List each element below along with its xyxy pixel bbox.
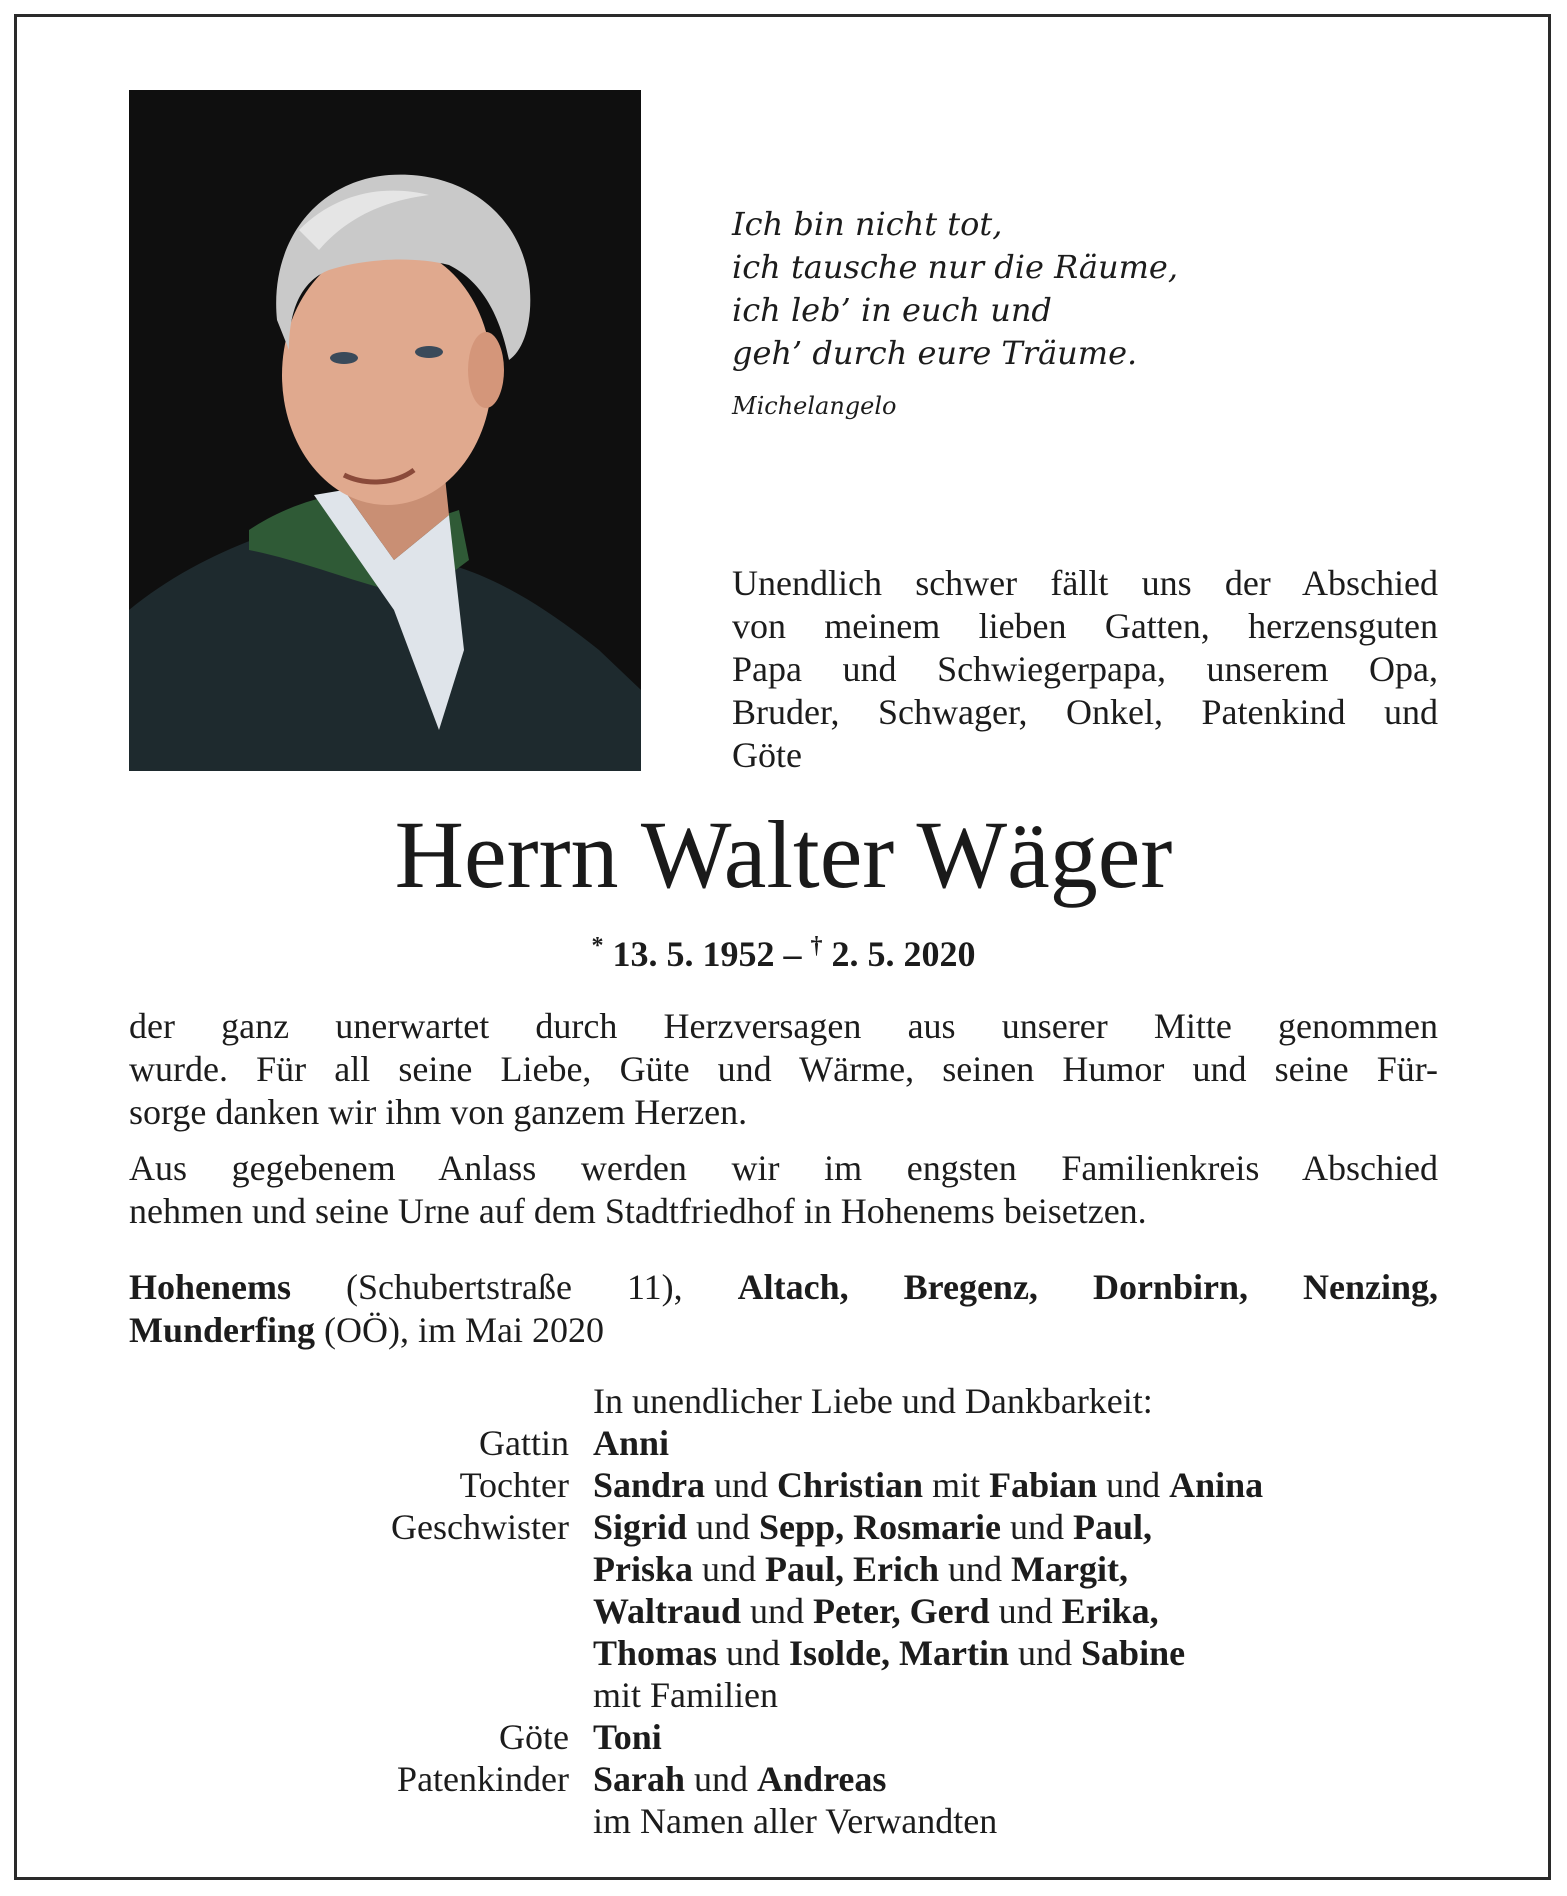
mourners-heading: In unendlicher Liebe und Dankbarkeit:: [593, 1381, 1153, 1421]
death-mark: †: [810, 933, 823, 959]
connector: und: [989, 1591, 1062, 1631]
mourner-name: Fabian: [989, 1465, 1098, 1505]
mourner-name: Andreas: [757, 1759, 887, 1799]
mourner-name: Erika,: [1061, 1591, 1159, 1631]
role-label: Gattin: [479, 1423, 569, 1463]
intro-line: von meinem lieben Gatten, herzensguten: [732, 606, 1438, 646]
connector: und: [693, 1549, 766, 1589]
paragraph-line: wurde. Für all seine Liebe, Güte und Wärme, seinen Humor und seine Für-: [129, 1049, 1438, 1089]
memorial-quote: [732, 203, 1292, 375]
quote-line: geh’ durch eure Träume.: [732, 334, 1138, 372]
mourner-names: [593, 1548, 1438, 1590]
place-date-text: (OÖ), im Mai 2020: [315, 1310, 604, 1350]
portrait-photo: [129, 90, 641, 771]
paragraph-line: sorge danken wir ihm von ganzem Herzen.: [129, 1092, 748, 1132]
mourners-list: [129, 1380, 1438, 1842]
deceased-name: Herrn Walter Wäger: [394, 801, 1173, 908]
mourner-name: Isolde, Martin: [789, 1633, 1010, 1673]
mourner-name: Priska: [593, 1549, 694, 1589]
intro-text: [732, 562, 1438, 777]
connector: mit: [923, 1465, 990, 1505]
birth-mark: *: [591, 933, 604, 959]
mourner-name: Thomas: [593, 1633, 718, 1673]
mourner-names: [593, 1758, 1438, 1800]
birth-date: 13. 5. 1952: [612, 934, 775, 974]
paragraph-line: der ganz unerwartet durch Herzversagen aus unserer Mitte genommen: [129, 1006, 1438, 1046]
mourner-suffix: mit Familien: [593, 1675, 778, 1715]
connector: und: [1009, 1633, 1082, 1673]
mourner-name: Waltraud: [593, 1591, 742, 1631]
tribute-paragraph: [129, 1005, 1438, 1134]
connector: und: [1001, 1507, 1074, 1547]
connector: und: [685, 1759, 758, 1799]
place-line: [129, 1309, 1438, 1352]
mourner-names: [593, 1464, 1438, 1506]
quote-author: Michelangelo: [732, 392, 897, 420]
connector: und: [1097, 1465, 1170, 1505]
connector: und: [705, 1465, 778, 1505]
mourner-names: [593, 1632, 1438, 1674]
mourner-name: Anina: [1169, 1465, 1264, 1505]
mourner-name: Sandra: [593, 1465, 706, 1505]
role-label: Patenkinder: [397, 1759, 569, 1799]
quote-line: Ich bin nicht tot,: [732, 205, 1003, 243]
intro-line: Bruder, Schwager, Onkel, Patenkind und: [732, 692, 1438, 732]
connector: und: [717, 1633, 790, 1673]
mourner-name: Paul,: [1073, 1507, 1153, 1547]
mourner-name: Christian: [777, 1465, 924, 1505]
life-dates: [0, 933, 1567, 975]
mourner-name: Paul, Erich: [765, 1549, 940, 1589]
quote-line: ich tausche nur die Räume,: [732, 248, 1179, 286]
paragraph-line: Aus gegebenem Anlass werden wir im engsten Familienkreis Abschied: [129, 1148, 1438, 1188]
mourner-name: Margit,: [1011, 1549, 1128, 1589]
place-address: (Schubertstraße 11),: [291, 1267, 738, 1307]
role-label: Tochter: [459, 1465, 569, 1505]
place-line: [129, 1266, 1438, 1309]
mourner-name: Anni: [593, 1423, 670, 1463]
connector: und: [939, 1549, 1012, 1589]
intro-line: Unendlich schwer fällt uns der Abschied: [732, 563, 1438, 603]
paragraph-line: nehmen und seine Urne auf dem Stadtfriedhof in Hohenems beisetzen.: [129, 1191, 1147, 1231]
mourner-names: [593, 1506, 1438, 1548]
portrait-illustration: [129, 90, 641, 771]
mourner-name: Sepp, Rosmarie: [759, 1507, 1002, 1547]
mourner-name: Sigrid: [593, 1507, 688, 1547]
mourner-name: Toni: [593, 1717, 662, 1757]
date-dash: –: [783, 934, 802, 974]
burial-paragraph: [129, 1147, 1438, 1233]
quote-line: ich leb’ in euch und: [732, 291, 1052, 329]
role-label: Göte: [499, 1717, 569, 1757]
closing-line: im Namen aller Verwandten: [593, 1801, 998, 1841]
mourner-name: Peter, Gerd: [813, 1591, 990, 1631]
mourner-names: [593, 1590, 1438, 1632]
place-name: Hohenems: [129, 1267, 291, 1307]
role-label: Geschwister: [391, 1507, 569, 1547]
intro-line: Papa und Schwiegerpapa, unserem Opa,: [732, 649, 1438, 689]
intro-line: Göte: [732, 735, 802, 775]
place-date: [129, 1266, 1438, 1352]
place-name: Munderfing: [129, 1310, 316, 1350]
death-date: 2. 5. 2020: [831, 934, 976, 974]
place-names: Altach, Bregenz, Dornbirn, Nenzing,: [737, 1267, 1438, 1307]
mourner-name: Sarah: [593, 1759, 686, 1799]
mourner-name: Sabine: [1081, 1633, 1186, 1673]
connector: und: [741, 1591, 814, 1631]
connector: und: [687, 1507, 760, 1547]
